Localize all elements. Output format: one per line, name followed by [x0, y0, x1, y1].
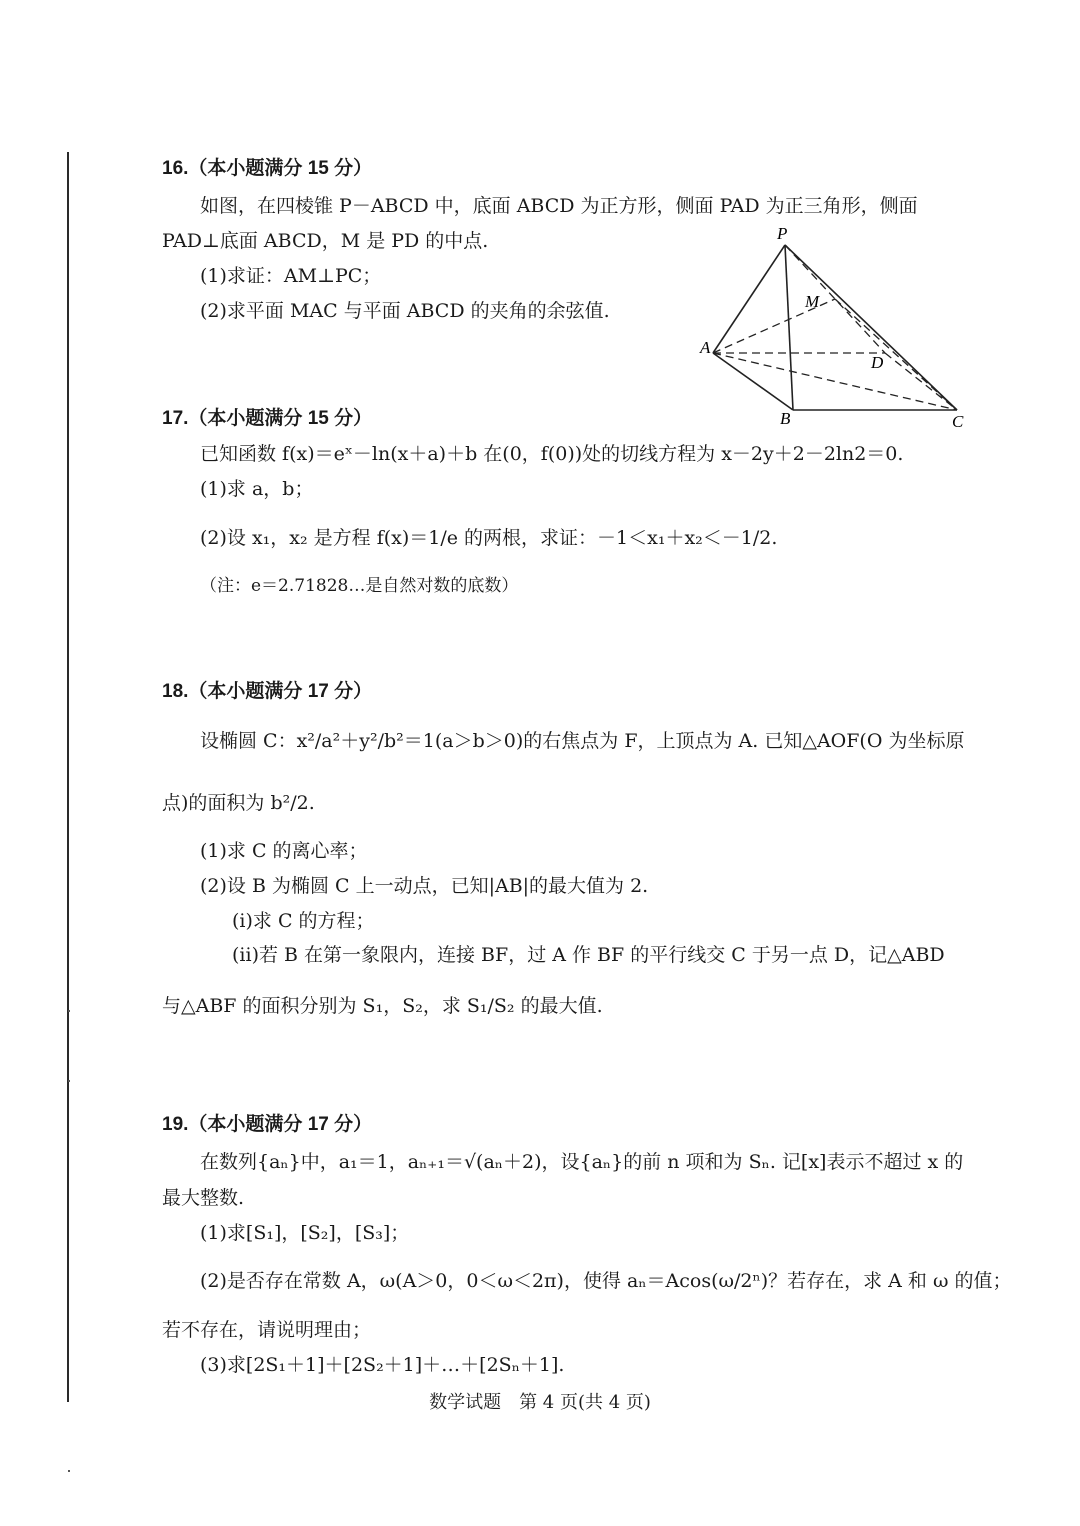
- question-19-title: 19.（本小题满分 17 分）: [162, 1114, 373, 1135]
- pyramid-figure: [695, 225, 975, 435]
- page-footer: 数学试题 第 4 页(共 4 页): [429, 1392, 651, 1413]
- question-18-part2: (2)设 B 为椭圆 C 上一动点，已知|AB|的最大值为 2.: [200, 875, 649, 897]
- question-16-part1: (1)求证：AM⊥PC；: [200, 265, 382, 287]
- question-17-part1: (1)求 a，b；: [200, 478, 314, 500]
- question-18-part2-ii-line2: 与△ABF 的面积分别为 S₁，S₂，求 S₁/S₂ 的最大值.: [162, 995, 603, 1017]
- label-B: B: [780, 409, 791, 428]
- question-18-stem-line1: 设椭圆 C：x²/a²＋y²/b²＝1(a＞b＞0)的右焦点为 F，上顶点为 A. 已知△AOF(O 为坐标原: [200, 730, 965, 752]
- question-16-part2: (2)求平面 MAC 与平面 ABCD 的夹角的余弦值.: [200, 300, 610, 322]
- edge-PC: [785, 245, 957, 410]
- question-19-stem-line2: 最大整数.: [162, 1187, 245, 1209]
- question-18-stem-line2: 点)的面积为 b²/2.: [162, 792, 315, 814]
- question-18-part2-ii-line1: (ii)若 B 在第一象限内，连接 BF，过 A 作 BF 的平行线交 C 于另一点 D，记△ABD: [232, 944, 945, 966]
- label-C: C: [952, 412, 964, 431]
- question-17-title: 17.（本小题满分 15 分）: [162, 408, 373, 429]
- question-19-part2-line2: 若不存在，请说明理由；: [162, 1319, 372, 1341]
- label-A: A: [700, 338, 711, 357]
- question-18-title: 18.（本小题满分 17 分）: [162, 681, 373, 702]
- margin-dot: [68, 1080, 70, 1082]
- edge-AB: [713, 353, 793, 410]
- question-18-part1: (1)求 C 的离心率；: [200, 840, 368, 862]
- question-17-part2: (2)设 x₁，x₂ 是方程 f(x)＝1/e 的两根，求证：－1＜x₁＋x₂＜－1/2.: [200, 527, 778, 549]
- margin-dot: [68, 1470, 70, 1472]
- edge-MC: [835, 299, 957, 410]
- binding-margin-line: [67, 152, 69, 1402]
- question-16-title: 16.（本小题满分 15 分）: [162, 158, 373, 179]
- question-17-note: （注：e＝2.71828…是自然对数的底数）: [200, 576, 519, 596]
- question-16-stem-line2: PAD⊥底面 ABCD，M 是 PD 的中点.: [162, 230, 489, 252]
- question-19-part2-line1: (2)是否存在常数 A，ω(A＞0，0＜ω＜2π)，使得 aₙ＝Acos(ω/2ⁿ)？若存在，求 A 和 ω 的值；: [200, 1270, 1012, 1292]
- margin-dot: [68, 1010, 70, 1012]
- label-D: D: [871, 353, 884, 372]
- label-P: P: [777, 225, 788, 243]
- edge-PB: [785, 245, 793, 410]
- question-19-part3: (3)求[2S₁＋1]＋[2S₂＋1]＋…＋[2Sₙ＋1].: [200, 1354, 565, 1376]
- question-16-stem-line1: 如图，在四棱锥 P－ABCD 中，底面 ABCD 为正方形，侧面 PAD 为正三角形，侧面: [200, 195, 918, 217]
- question-18-part2-i: (i)求 C 的方程；: [232, 910, 375, 932]
- question-19-part1: (1)求[S₁]，[S₂]，[S₃]；: [200, 1222, 410, 1244]
- label-M: M: [805, 292, 820, 311]
- question-17-stem: 已知函数 f(x)＝eˣ－ln(x＋a)＋b 在(0，f(0))处的切线方程为 x－2y＋2－2ln2＝0.: [200, 443, 904, 465]
- question-19-stem-line1: 在数列{aₙ}中，a₁＝1，aₙ₊₁＝√(aₙ＋2)，设{aₙ}的前 n 项和为 Sₙ. 记[x]表示不超过 x 的: [200, 1151, 964, 1173]
